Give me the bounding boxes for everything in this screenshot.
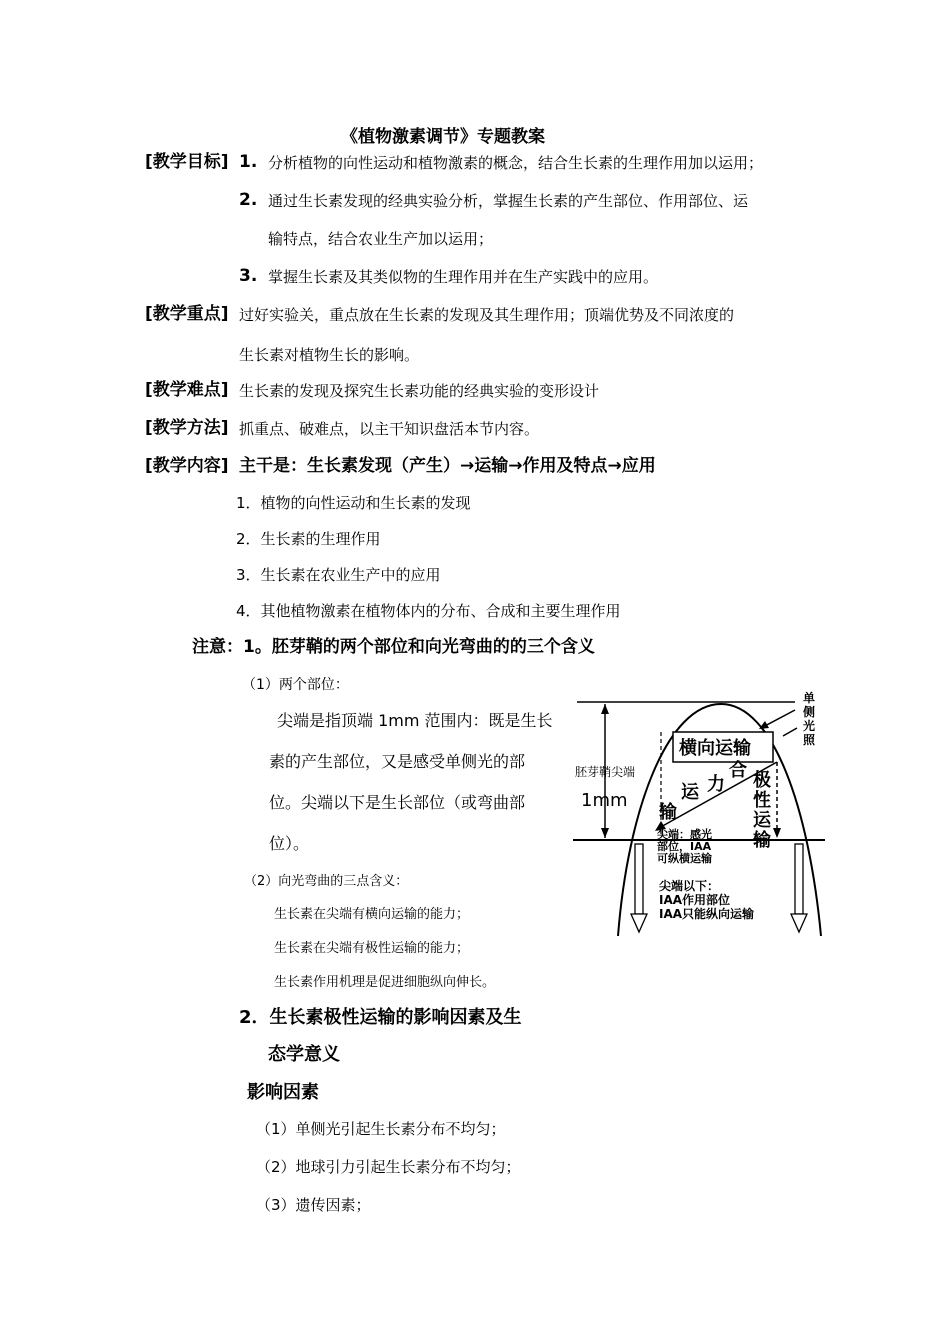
note-para-line-4: 位）。 [269,834,310,853]
content-label: [教学内容] [145,456,229,476]
section2-item-2: （2）地球引力引起生长素分布不均匀； [256,1158,521,1176]
light-label-3: 光 [803,719,816,733]
tip-note-1: 尖端：感光 [657,828,712,841]
objective-3-text: 掌握生长素及其类似物的生理作用并在生产实践中的应用。 [268,268,659,286]
objective-2-num: 2. [239,190,258,210]
polar-3: 运 [753,810,771,831]
section2-heading-line2: 态学意义 [268,1044,340,1065]
light-label-1: 单 [803,691,816,705]
note-meaning-2: 生长素在尖端有极性运输的能力； [274,941,470,956]
key-points-text: 过好实验关，重点放在生长素的发现及其生理作用；顶端优势及不同浓度的 [239,306,735,324]
light-label-4: 照 [803,733,816,747]
section2-sub: 影响因素 [247,1082,319,1103]
below-note-2: IAA作用部位 [659,893,731,907]
note-para-line-2: 素的产生部位，又是感受单侧光的部 [269,752,526,771]
methods-label: [教学方法] [145,418,229,438]
resultant-li: 力 [707,774,725,795]
note-sub2: （2）向光弯曲的三点含义： [244,874,409,889]
difficulties-label: [教学难点] [145,380,229,400]
objective-2-text-cont: 输特点，结合农业生产加以运用； [268,230,494,248]
objectives-label: [教学目标] [145,152,229,172]
content-item-2: 2．生长素的生理作用 [236,530,381,548]
note-para-line-3: 位。尖端以下是生长部位（或弯曲部 [269,793,526,812]
content-text: 主干是：生长素发现（产生）→运输→作用及特点→应用 [239,456,656,476]
section2-heading-line1: 2．生长素极性运输的影响因素及生 [239,1007,522,1028]
note-heading: 注意：1。胚芽鞘的两个部位和向光弯曲的的三个含义 [192,637,595,657]
polar-2: 性 [753,790,771,811]
light-label-2: 侧 [803,705,816,719]
objective-1-num: 1. [239,152,258,172]
content-item-1: 1．植物的向性运动和生长素的发现 [236,494,471,512]
tip-label: 胚芽鞘尖端 [575,765,636,779]
section2-item-1: （1）单侧光引起生长素分布不均匀； [256,1120,506,1138]
resultant-yun: 运 [681,782,699,803]
tip-note-2: 部位，IAA [657,840,712,853]
length-label: 1mm [581,790,628,811]
note-meaning-1: 生长素在尖端有横向运输的能力； [274,907,470,922]
note-meaning-3: 生长素作用机理是促进细胞纵向伸长。 [274,975,496,990]
below-note-3: IAA只能纵向运输 [659,907,755,921]
objective-3-num: 3. [239,266,258,286]
content-item-3: 3．生长素在农业生产中的应用 [236,566,441,584]
difficulties-text: 生长素的发现及探究生长素功能的经典实验的变形设计 [239,382,600,400]
below-note-1: 尖端以下： [659,879,720,893]
content-item-4: 4．其他植物激素在植物体内的分布、合成和主要生理作用 [236,602,621,620]
key-points-text-cont: 生长素对植物生长的影响。 [239,346,420,364]
lateral-label: 横向运输 [679,738,751,759]
resultant-shu: 输 [659,802,677,823]
objective-2-text: 通过生长素发现的经典实验分析，掌握生长素的产生部位、作用部位、运 [268,192,749,210]
polar-1: 极 [753,770,771,791]
resultant-he: 合 [729,760,747,781]
key-points-label: [教学重点] [145,304,229,324]
methods-text: 抓重点、破难点，以主干知识盘活本节内容。 [239,420,540,438]
note-para-line-1: 尖端是指顶端 1mm 范围内：既是生长 [277,711,553,730]
note-sub1: （1）两个部位： [242,677,349,693]
tip-note-3: 可纵横运输 [657,852,712,865]
section2-item-3: （3）遗传因素； [256,1196,371,1214]
polar-4: 输 [753,830,771,851]
page-title: 《植物激素调节》专题教案 [341,127,545,147]
coleoptile-diagram [573,688,825,936]
objective-1-text: 分析植物的向性运动和植物激素的概念，结合生长素的生理作用加以运用； [268,154,764,172]
